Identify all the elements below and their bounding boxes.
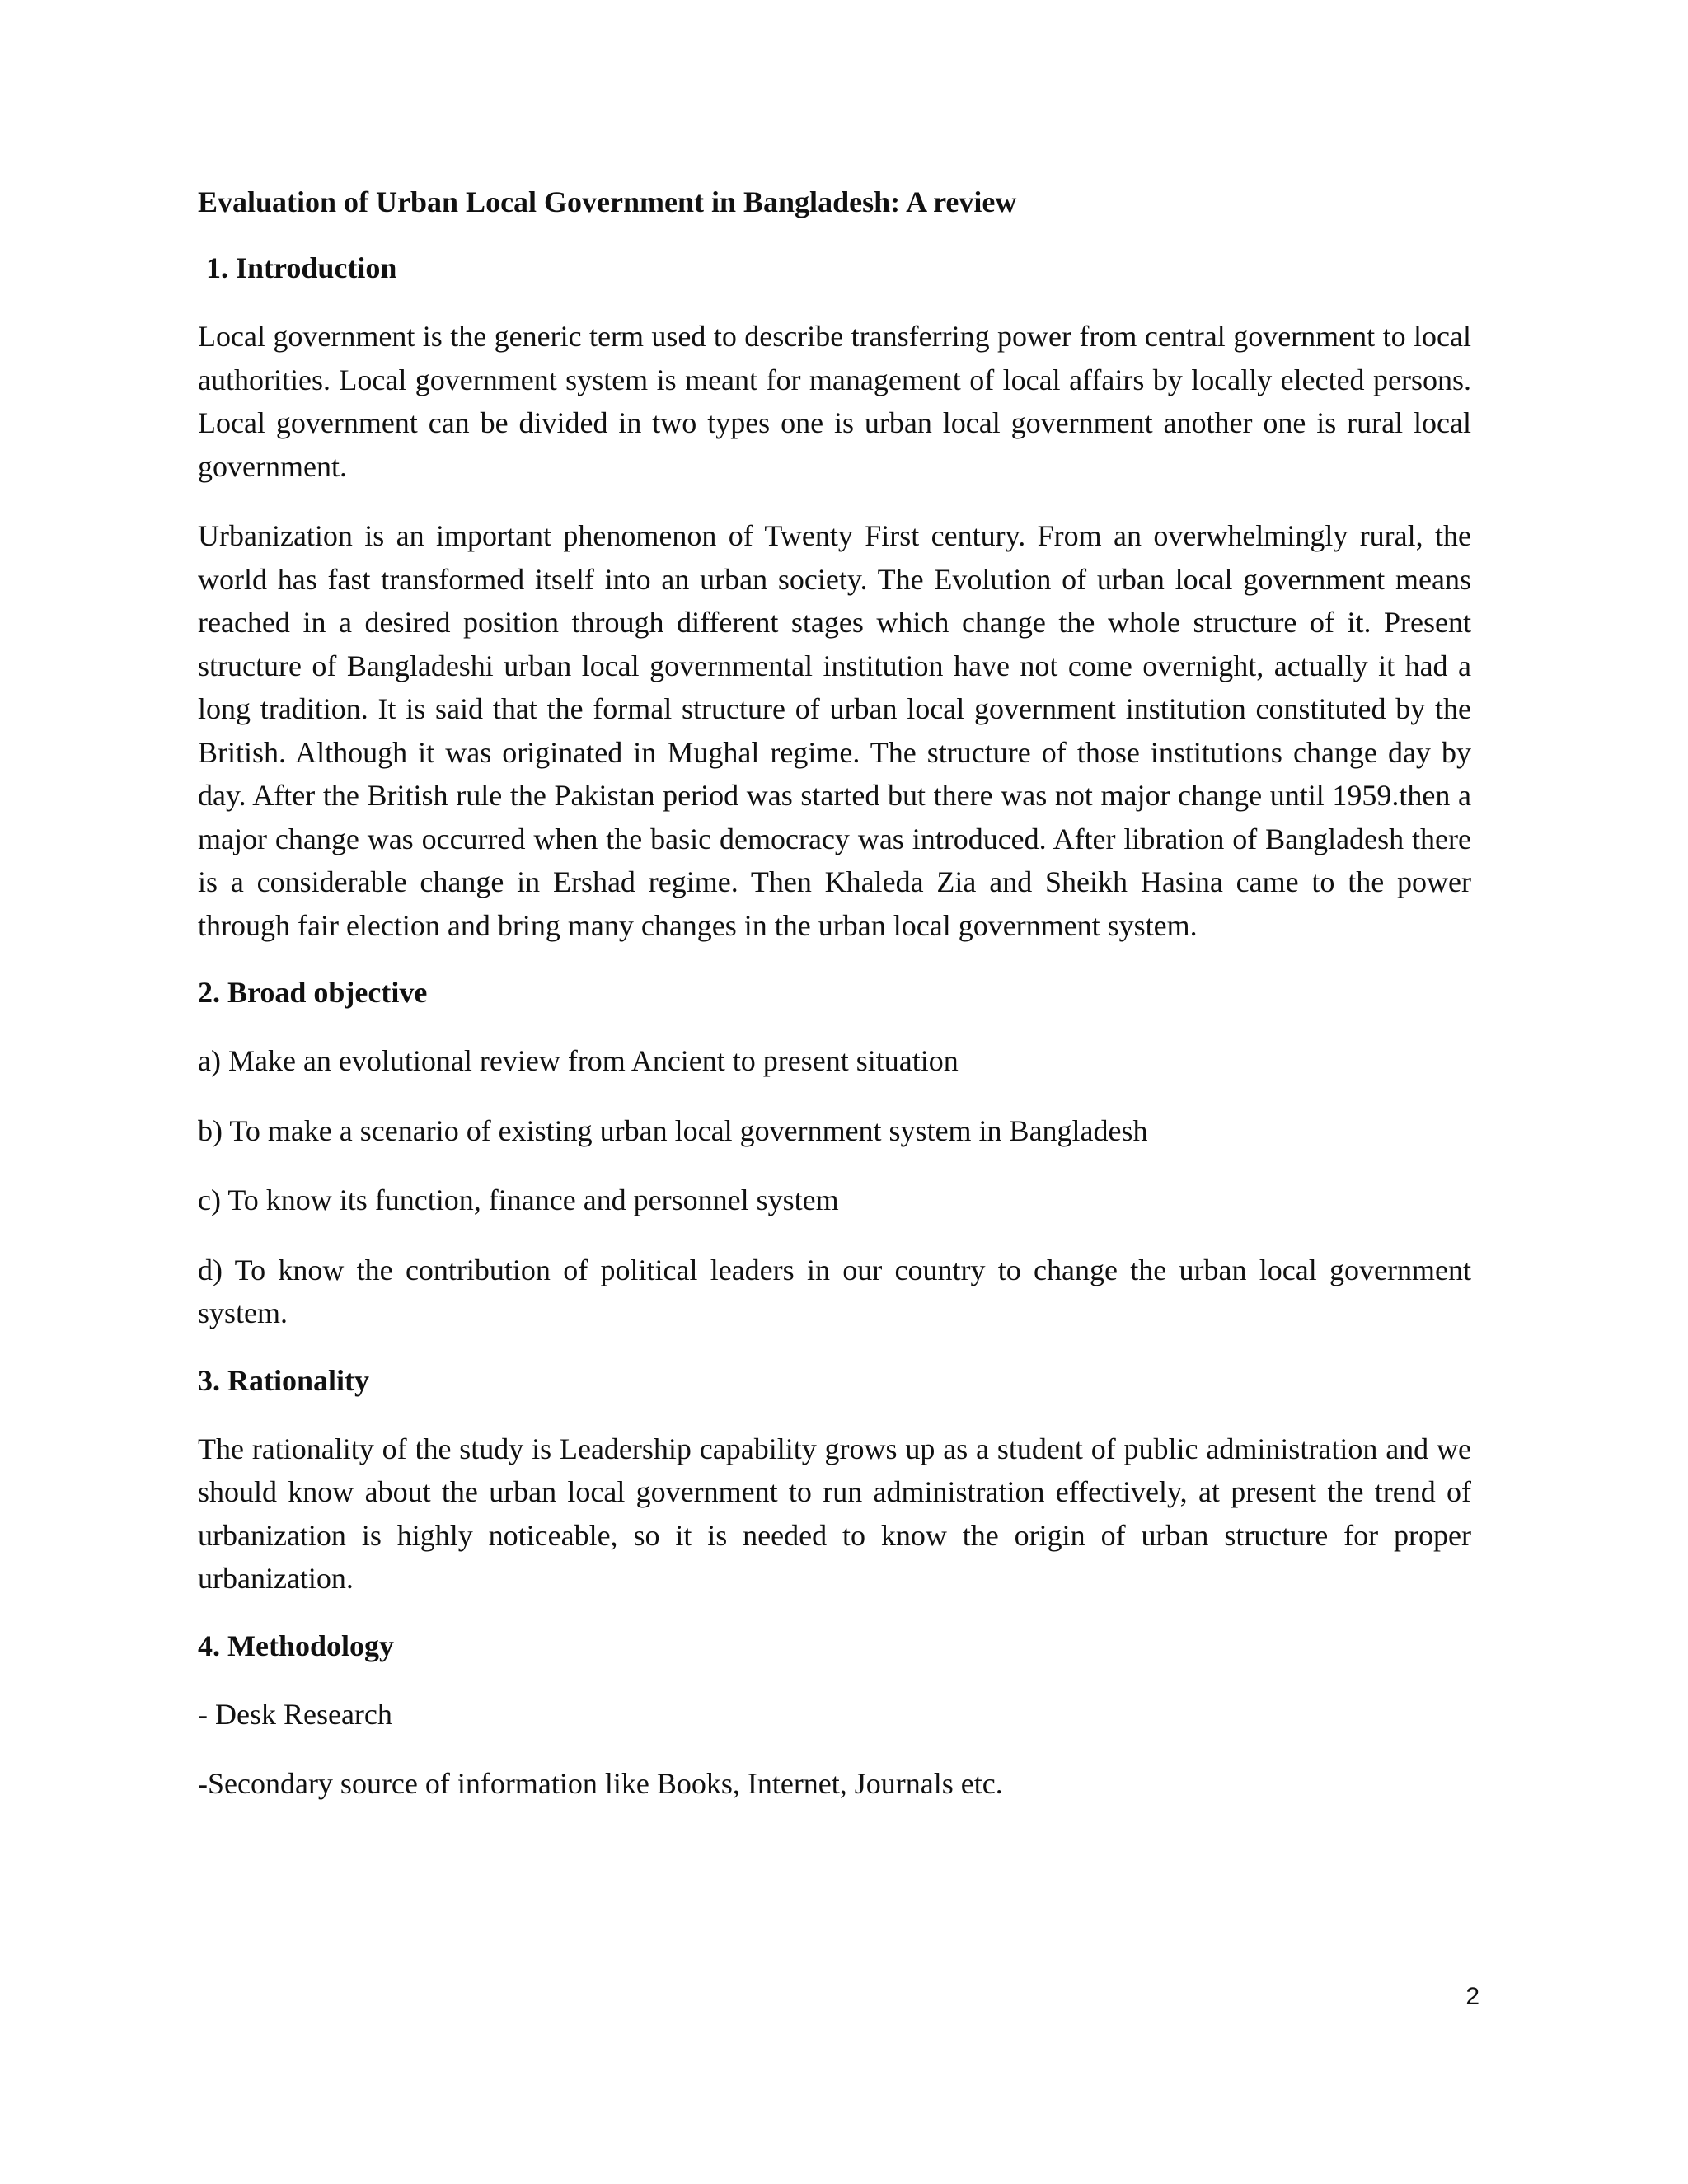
objective-item-d: d) To know the contribution of political leaders in our country to change the urban local government system. [198, 1253, 1471, 1329]
objective-item-b: b) To make a scenario of existing urban local government system in Bangladesh [198, 1113, 1148, 1147]
objective-item-c: c) To know its function, finance and personnel system [198, 1183, 839, 1216]
methodology-item-secondary-source: -Secondary source of information like Books, Internet, Journals etc. [198, 1767, 1003, 1800]
page-number: 2 [1465, 1983, 1479, 2010]
introduction-paragraph-1: Local government is the generic term used to describe transferring power from central government to local authorities. Local government system is meant for management of local affairs by locally elected persons. Local government can be divided in two types one is urban local government another one is rural local government. [198, 320, 1471, 483]
introduction-paragraph-2: Urbanization is an important phenomenon of Twenty First century. From an overwhelmingly rural, the world has fast transformed itself into an urban society. The Evolution of urban local government means reached in a desired position through different stages which change the whole structure of it. Present structure of Bangladeshi urban local governmental institution have not come overnight, actually it had a long tradition. It is said that the formal structure of urban local government institution constituted by the British. Although it was originated in Mughal regime. The structure of those institutions change day by day. After the British rule the Pakistan period was started but there was not major change until 1959.then a major change was occurred when the basic democracy was introduced. After libration of Bangladesh there is a considerable change in Ershad regime. Then Khaleda Zia and Sheikh Hasina came to the power through fair election and bring many changes in the urban local government system. [198, 519, 1471, 942]
introduction-heading: 1. Introduction [206, 251, 397, 284]
methodology-item-desk-research: - Desk Research [198, 1697, 392, 1731]
objective-heading: 2. Broad objective [198, 976, 428, 1009]
objective-item-a: a) Make an evolutional review from Ancient to present situation [198, 1044, 959, 1077]
rationality-paragraph: The rationality of the study is Leadership capability grows up as a student of public administration and we should know about the urban local government to run administration effectively, at present the trend of urbanization is highly noticeable, so it is needed to know the origin of urban structure for proper urbanization. [198, 1432, 1471, 1595]
methodology-heading: 4. Methodology [198, 1629, 394, 1662]
document-title: Evaluation of Urban Local Government in Bangladesh: A review [198, 185, 1017, 218]
document-body [198, 183, 1471, 1832]
rationality-heading: 3. Rationality [198, 1363, 370, 1397]
